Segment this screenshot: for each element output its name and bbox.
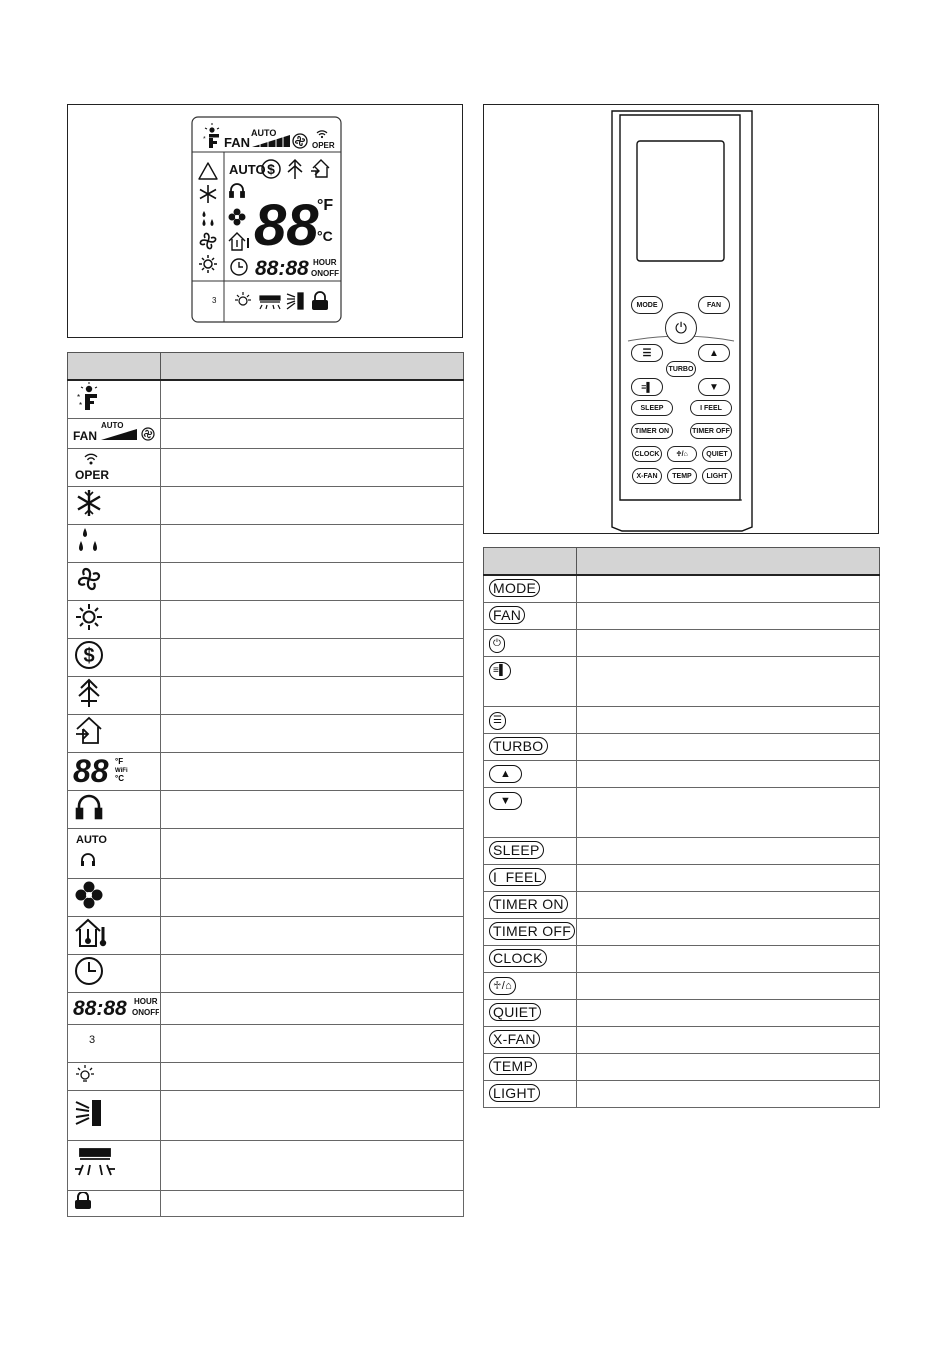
key-quiet: QUIET: [489, 1003, 541, 1021]
table-icon-cell: [68, 828, 161, 878]
remote-fan-button[interactable]: FAN: [698, 296, 730, 314]
table-desc: [577, 999, 880, 1026]
table-desc: [577, 945, 880, 972]
table-desc: [577, 972, 880, 999]
lcd-panel: [67, 104, 463, 338]
table-desc: [577, 760, 880, 787]
key-temp: TEMP: [489, 1057, 537, 1075]
table-desc: [577, 629, 880, 656]
table-desc: [577, 706, 880, 733]
indoor-temp-icon: [73, 917, 109, 949]
oper-signal-icon: [73, 449, 113, 481]
table-icon-cell: [68, 448, 161, 486]
svg-text:AUTO: AUTO: [101, 420, 124, 430]
remote-ifeel-button[interactable]: I FEEL: [690, 400, 732, 416]
left-table-col1: [68, 353, 161, 381]
remote-button-table: [483, 547, 880, 1108]
table-icon-cell: [68, 790, 161, 828]
table-desc: [577, 891, 880, 918]
lock-icon: [73, 1192, 93, 1210]
ifeel-icon: [73, 791, 105, 823]
table-desc: [161, 380, 464, 418]
heat-icon: [203, 123, 219, 148]
remote-power-button[interactable]: [665, 312, 697, 344]
lcd-hour: HOUR: [313, 258, 337, 267]
remote-sleep-button[interactable]: SLEEP: [631, 400, 673, 416]
table-icon-cell: [68, 878, 161, 916]
table-icon-cell: [68, 752, 161, 790]
house-arrow-icon: [73, 715, 105, 747]
remote-swing-vertical-button[interactable]: [631, 378, 663, 396]
heat-icon: [73, 382, 103, 412]
table-desc: [161, 790, 464, 828]
remote-temp-button[interactable]: TEMP: [667, 468, 697, 484]
table-desc: [161, 1190, 464, 1216]
table-icon-cell: [68, 1190, 161, 1216]
lcd-big-digits: 88: [254, 193, 319, 258]
remote-xfan-button[interactable]: X-FAN: [632, 468, 662, 484]
snowflake-icon: [200, 185, 216, 203]
lcd-auto2-label: AUTO: [229, 162, 266, 177]
swing-vertical-icon: [73, 1097, 105, 1129]
table-desc: [161, 524, 464, 562]
tree-icon: [288, 160, 302, 179]
lcd-symbol-table: [67, 352, 464, 1217]
table-icon-cell: [68, 600, 161, 638]
dollar-icon: [73, 639, 105, 671]
table-icon-cell: [68, 992, 161, 1024]
remote-turbo-button[interactable]: TURBO: [666, 361, 696, 377]
table-icon-cell: [68, 486, 161, 524]
health-key-icon: ♱/⌂: [489, 977, 516, 995]
sun-icon: [199, 255, 217, 273]
table-icon-cell: [68, 676, 161, 714]
table-desc: [161, 992, 464, 1024]
svg-text:°F: °F: [115, 756, 124, 766]
svg-text:$: $: [267, 161, 275, 177]
table-desc: [161, 954, 464, 992]
right-table-col1: [484, 548, 577, 576]
table-desc: [577, 837, 880, 864]
table-desc: [161, 1062, 464, 1090]
table-icon-cell: [68, 1140, 161, 1190]
temperature-digits-icon: [73, 753, 133, 785]
svg-text:AUTO: AUTO: [76, 833, 107, 846]
up-arrow-icon: ▲: [709, 347, 719, 359]
table-desc: [161, 916, 464, 954]
lcd-clock-icon: [231, 259, 247, 275]
house-arrow-icon: [311, 160, 329, 177]
swing-horizontal-icon: [260, 296, 280, 309]
key-light: LIGHT: [489, 1084, 540, 1102]
lcd-deg-c: °C: [317, 228, 333, 244]
svg-text:88: 88: [73, 752, 109, 785]
snowflake-icon: [73, 487, 105, 519]
table-desc: [577, 787, 880, 837]
svg-text:OPER: OPER: [75, 467, 110, 481]
svg-text:°C: °C: [115, 773, 124, 783]
lcd-deg-f: °F: [317, 197, 334, 214]
svg-text:*: *: [79, 400, 83, 410]
sleep-moon-icon: [73, 1025, 105, 1057]
table-icon-cell: [68, 1062, 161, 1090]
svg-text:HOUR: HOUR: [134, 996, 158, 1006]
table-desc: [161, 1024, 464, 1062]
swing-horizontal-icon: [73, 1145, 115, 1181]
right-table-col2: [577, 548, 880, 576]
down-arrow-icon: ▼: [489, 792, 522, 810]
key-turbo: TURBO: [489, 737, 548, 755]
table-desc: [577, 575, 880, 602]
table-icon-cell: [68, 562, 161, 600]
table-desc: [161, 878, 464, 916]
lock-icon: [312, 292, 328, 310]
swing-vertical-icon: ≡▌: [641, 382, 653, 392]
table-desc: [577, 1026, 880, 1053]
swing-horizontal-icon: ☰: [642, 347, 652, 359]
lcd-oper-label: OPER: [312, 141, 335, 150]
dry-drops-icon: [203, 211, 214, 226]
key-xfan: X-FAN: [489, 1030, 540, 1048]
svg-text:$: $: [83, 644, 95, 667]
table-desc: [161, 714, 464, 752]
svg-text:3: 3: [89, 1033, 96, 1046]
table-icon-cell: [68, 418, 161, 448]
table-icon-cell: [68, 1024, 161, 1062]
swing-vertical-icon: [287, 293, 303, 309]
svg-text:WiFi: WiFi: [115, 767, 128, 774]
remote-clock-button[interactable]: CLOCK: [632, 446, 662, 462]
auto-mode-icon: [199, 163, 217, 179]
down-arrow-icon: ▼: [709, 381, 719, 393]
remote-swing-horizontal-button[interactable]: [631, 344, 663, 362]
power-icon: ⏻: [489, 635, 505, 653]
light-bulb-icon: [235, 292, 251, 305]
key-clock: CLOCK: [489, 949, 547, 967]
table-desc: [161, 676, 464, 714]
table-desc: [161, 600, 464, 638]
swing-vertical-key-icon: ≡▌: [489, 662, 511, 680]
ifeel-icon: [230, 184, 244, 197]
sun-icon: [73, 601, 105, 633]
fan-mode-icon: [73, 563, 105, 595]
fan-mode-icon: [200, 233, 215, 248]
indoor-temp-icon: [229, 233, 248, 250]
lcd-fan-label: FAN: [224, 135, 250, 150]
remote-panel: [483, 104, 879, 534]
x-fan-icon: [73, 879, 105, 911]
table-desc: [161, 1140, 464, 1190]
swing-horizontal-key-icon: ☰: [489, 712, 506, 730]
fan-auto-icon: [293, 134, 307, 148]
lcd-display: [68, 105, 464, 339]
remote-down-button[interactable]: [698, 378, 730, 396]
table-desc: [161, 418, 464, 448]
table-icon-cell: [68, 380, 161, 418]
timer-digits-icon: [73, 993, 159, 1019]
up-arrow-icon: ▲: [489, 765, 522, 783]
key-timer-off: TIMER OFF: [489, 922, 575, 940]
key-sleep: SLEEP: [489, 841, 544, 859]
table-desc: [577, 864, 880, 891]
table-icon-cell: [68, 638, 161, 676]
key-timer-on: TIMER ON: [489, 895, 568, 913]
remote-health-button[interactable]: ♱/⌂: [667, 446, 697, 462]
svg-text:*: *: [77, 392, 81, 402]
table-desc: [161, 752, 464, 790]
lcd-auto-label: AUTO: [251, 128, 277, 138]
sleep-moon-icon: [204, 292, 217, 310]
svg-text:ONOFF: ONOFF: [132, 1007, 159, 1017]
tree-icon: [73, 677, 105, 709]
table-icon-cell: [68, 954, 161, 992]
table-icon-cell: [68, 916, 161, 954]
table-desc: [161, 486, 464, 524]
remote-mode-button[interactable]: MODE: [631, 296, 663, 314]
key-mode: MODE: [489, 579, 540, 597]
auto-ifeel-icon: [73, 831, 113, 871]
table-icon-cell: [68, 1090, 161, 1140]
table-desc: [577, 1080, 880, 1107]
dry-drops-icon: [73, 525, 105, 557]
svg-text:FAN: FAN: [73, 428, 97, 443]
key-fan: FAN: [489, 606, 525, 624]
remote-up-button[interactable]: [698, 344, 730, 362]
svg-text:88:88: 88:88: [73, 996, 127, 1019]
table-desc: [161, 562, 464, 600]
power-icon: ⏻: [675, 319, 687, 337]
remote-light-button[interactable]: LIGHT: [702, 468, 732, 484]
svg-text:*: *: [203, 136, 206, 143]
remote-timer-off-button[interactable]: TIMER OFF: [690, 423, 732, 439]
lcd-onoff: ONOFF: [311, 269, 339, 278]
table-desc: [577, 918, 880, 945]
lcd-clock-digits: 88:88: [255, 257, 309, 280]
table-desc: [161, 638, 464, 676]
table-desc: [577, 602, 880, 629]
fan-speed-icon: [73, 419, 159, 443]
svg-text:3: 3: [212, 296, 217, 305]
remote-timer-on-button[interactable]: TIMER ON: [631, 423, 673, 439]
remote-quiet-button[interactable]: QUIET: [702, 446, 732, 462]
clock-icon: [73, 955, 105, 987]
table-desc: [577, 733, 880, 760]
x-fan-icon: [229, 209, 246, 226]
light-bulb-icon: [73, 1064, 99, 1084]
table-desc: [161, 1090, 464, 1140]
table-icon-cell: [68, 524, 161, 562]
left-table-col2: [161, 353, 464, 381]
table-desc: [161, 828, 464, 878]
table-desc: [161, 448, 464, 486]
wifi-icon: [317, 131, 327, 138]
table-icon-cell: [68, 714, 161, 752]
key-ifeel: I FEEL: [489, 868, 546, 886]
table-desc: [577, 656, 880, 706]
table-desc: [577, 1053, 880, 1080]
